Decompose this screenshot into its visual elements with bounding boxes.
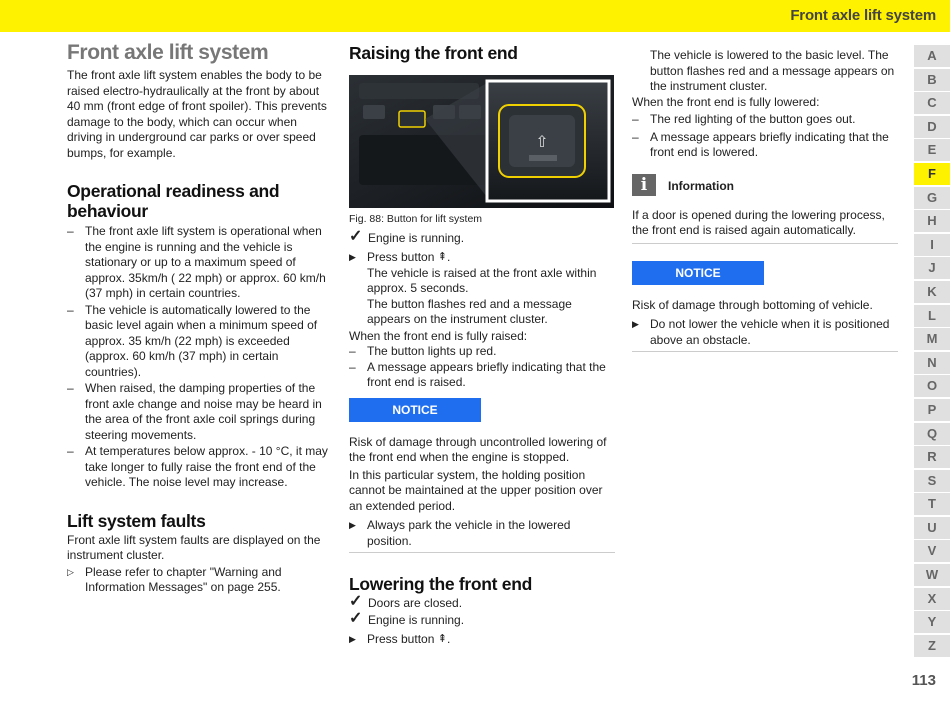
operational-item: – The vehicle is automatically lowered to the basic level again when a minimum speed of approx. 35 km/h (22 mph) is exceeded (approx. 60 km/h (37 mph) in certain countries). [67, 303, 332, 381]
information-text: If a door is opened during the lowering process, the front end is raised again automatically. [632, 208, 898, 244]
column-1 [67, 40, 332, 596]
notice-action-text: Do not lower the vehicle when it is positioned above an obstacle. [650, 317, 890, 347]
index-tab-u[interactable]: U [914, 517, 950, 539]
raising-heading: Raising the front end [349, 43, 518, 63]
precondition-text: Engine is running. [368, 230, 465, 245]
notice-action [349, 518, 615, 553]
index-tab-c[interactable]: C [914, 92, 950, 114]
faults-reference[interactable] [67, 565, 332, 596]
index-tab-k[interactable]: K [914, 281, 950, 303]
reference-arrow-icon: ▷ [67, 566, 74, 577]
svg-text:⇧: ⇧ [535, 132, 549, 151]
lift-button-icon: ⇞ [437, 251, 447, 263]
index-tab-w[interactable]: W [914, 564, 950, 586]
index-tab-e[interactable]: E [914, 139, 950, 161]
index-tab-s[interactable]: S [914, 470, 950, 492]
action-step: ▶ Press button ⇞. [349, 632, 451, 646]
operational-item: – The front axle lift system is operational when the engine is running and the vehicle is stationary or up to a maximum speed of approx. 35km/h ( 22 mph) or approx. 60 km/h (37 mph) in certain countries. [67, 224, 332, 302]
checkmark-icon: ✓ [349, 593, 363, 610]
action-arrow-icon: ▶ [349, 252, 356, 262]
information-label: Information [668, 178, 734, 193]
notice-badge: NOTICE [632, 261, 764, 285]
notice-text: Risk of damage through uncontrolled lowering of the front end when the engine is stopped. [349, 434, 607, 464]
index-tab-x[interactable]: X [914, 588, 950, 610]
intro-text: The front axle lift system enables the body to be raised electro-hydraulically at the front by about 40 mm (front edge of front spoiler). This prevents damage to the body, which can occur when driving in underground car parks or over speed bumps, for example. [67, 68, 327, 160]
index-tab-j[interactable]: J [914, 257, 950, 279]
faults-reference-text: Please refer to chapter "Warning and Information Messages" on page 255. [85, 564, 282, 594]
index-tab-h[interactable]: H [914, 210, 950, 232]
lowering-heading: Lowering the front end [349, 574, 532, 594]
notice-badge: NOTICE [349, 398, 481, 422]
index-tab-b[interactable]: B [914, 69, 950, 91]
info-icon: i [632, 174, 656, 196]
index-tab-t[interactable]: T [914, 493, 950, 515]
precondition [349, 609, 615, 629]
raised-item: – The button lights up red. [349, 344, 615, 360]
action-arrow-icon: ▶ [349, 520, 356, 530]
checkmark-icon: ✓ [349, 227, 363, 245]
operational-heading: Operational readiness and behaviour [67, 181, 280, 221]
page-number: 113 [911, 672, 936, 689]
header-bar [0, 0, 950, 32]
index-tab-r[interactable]: R [914, 446, 950, 468]
console-illustration [349, 75, 614, 208]
lowered-item: – A message appears briefly indicating that the front end is lowered. [632, 130, 898, 161]
index-tab-m[interactable]: M [914, 328, 950, 350]
index-tab-i[interactable]: I [914, 234, 950, 256]
action-step: ▶ Press button ⇞. The vehicle is raised at the front axle within approx. 5 seconds. The button flashes red and a message appears on the instrument cluster. [349, 250, 615, 328]
lift-button-icon: ⇞ [437, 633, 447, 645]
index-tab-v[interactable]: V [914, 540, 950, 562]
index-tab-f[interactable]: F [914, 163, 950, 185]
precondition [349, 227, 615, 247]
precondition-text: Engine is running. [368, 612, 465, 627]
header-title: Front axle lift system [790, 7, 936, 24]
index-tab-n[interactable]: N [914, 352, 950, 374]
notice-action-text: Always park the vehicle in the lowered position. [367, 518, 571, 548]
lift-button-figure [349, 75, 614, 208]
index-tab-p[interactable]: P [914, 399, 950, 421]
precondition [349, 593, 615, 612]
action-result: The vehicle is raised at the front axle within approx. 5 seconds. [367, 265, 597, 295]
notice-text: Risk of damage through bottoming of vehicle. [632, 297, 873, 312]
index-tab-z[interactable]: Z [914, 635, 950, 657]
page-title: Front axle lift system [67, 41, 269, 64]
when-raised-text: When the front end is fully raised: [349, 328, 528, 343]
index-tab-y[interactable]: Y [914, 611, 950, 633]
action-text: Press button [367, 632, 435, 646]
when-lowered-text: When the front end is fully lowered: [632, 94, 820, 109]
lowered-item: – The red lighting of the button goes out. [632, 112, 898, 128]
operational-item: – When raised, the damping properties of the front axle change and noise may be heard in the area of the front axle coil springs during steering movements. [67, 381, 332, 443]
action-arrow-icon: ▶ [632, 319, 639, 329]
figure-caption: Fig. 88: Button for lift system [349, 213, 483, 225]
column-2 [349, 40, 615, 648]
index-tab-q[interactable]: Q [914, 423, 950, 445]
index-tab-l[interactable]: L [914, 305, 950, 327]
index-tab-a[interactable]: A [914, 45, 950, 67]
action-text: Press button [367, 250, 435, 264]
faults-text: Front axle lift system faults are displayed on the instrument cluster. [67, 532, 321, 562]
notice-text: In this particular system, the holding position cannot be maintained at the upper position over an extended period. [349, 467, 603, 513]
action-result: The button flashes red and a message appears on the instrument cluster. [367, 296, 572, 326]
index-tab-d[interactable]: D [914, 116, 950, 138]
column-3 [632, 48, 898, 352]
lowering-result: The vehicle is lowered to the basic level. The button flashes red and a message appears on the instrument cluster. [650, 48, 895, 93]
alphabet-index [914, 45, 950, 658]
index-tab-g[interactable]: G [914, 187, 950, 209]
information-header [632, 174, 898, 198]
raised-item: – A message appears briefly indicating that the front end is raised. [349, 360, 615, 391]
action-arrow-icon: ▶ [349, 634, 356, 644]
precondition-text: Doors are closed. [368, 596, 463, 610]
notice-action [632, 317, 898, 352]
checkmark-icon: ✓ [349, 609, 363, 627]
operational-item: – At temperatures below approx. - 10 °C, it may take longer to fully raise the front end of the vehicle. The noise level may increase. [67, 444, 332, 491]
index-tab-o[interactable]: O [914, 375, 950, 397]
faults-heading: Lift system faults [67, 510, 206, 531]
